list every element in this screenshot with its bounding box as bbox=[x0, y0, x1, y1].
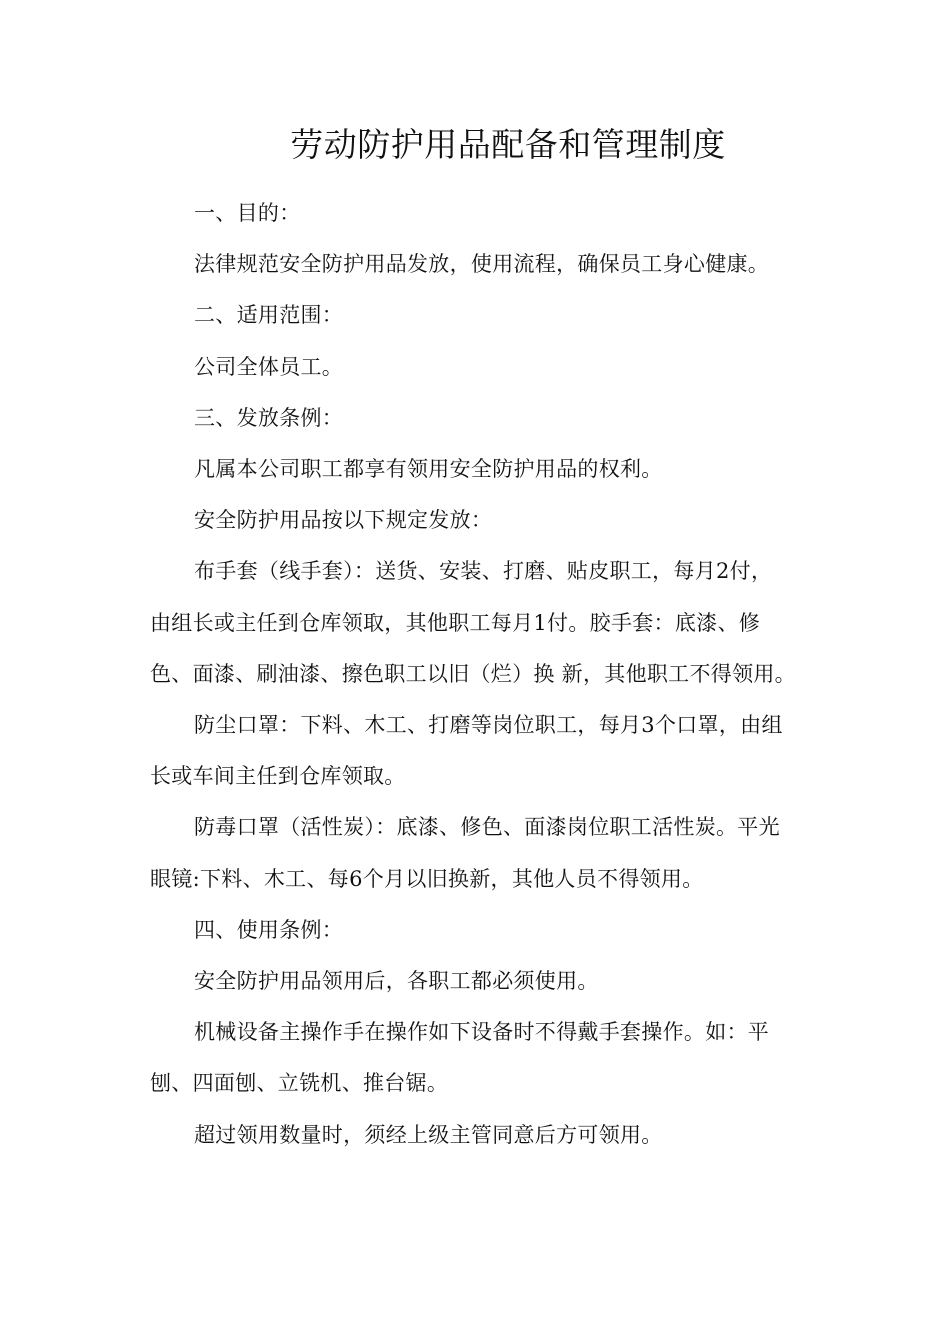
paragraph-machine-operation: 机械设备主操作手在操作如下设备时不得戴手套操作。如：平刨、四面刨、立铣机、推台锯。 bbox=[150, 1020, 770, 1096]
paragraph-purpose: 法律规范安全防护用品发放，使用流程，确保员工身心健康。 bbox=[194, 252, 770, 277]
paragraph-scope: 公司全体员工。 bbox=[194, 354, 344, 379]
document-title: 劳动防护用品配备和管理制度 bbox=[290, 125, 726, 164]
document-body bbox=[150, 188, 800, 1161]
section-heading-usage: 四、使用条例： bbox=[194, 917, 344, 942]
paragraph-extra-approval: 超过领用数量时，须经上级主管同意后方可领用。 bbox=[194, 1122, 663, 1147]
section-heading-purpose: 一、目的： bbox=[194, 201, 301, 225]
paragraph-distribution-rights: 凡属本公司职工都享有领用安全防护用品的权利。 bbox=[194, 457, 663, 482]
paragraph-gas-mask: 防毒口罩（活性炭）：底漆、修色、面漆岗位职工活性炭。平光眼镜:下料、木工、每6个月以旧换新，其他人员不得领用。 bbox=[150, 815, 780, 891]
paragraph-gloves: 布手套（线手套）：送货、安装、打磨、贴皮职工，每月2付， 由组长或主任到仓库领取，其他职工每月1付。胶手套：底漆、修色、面漆、刷油漆、擦色职工以旧（烂）换 新，其他职工不得领用。 bbox=[150, 559, 796, 686]
section-heading-scope: 二、适用范围： bbox=[194, 303, 344, 328]
paragraph-dust-mask: 防尘口罩：下料、木工、打磨等岗位职工，每月3个口罩，由组长或车间主任到仓库领取。 bbox=[150, 713, 783, 789]
section-heading-distribution: 三、发放条例： bbox=[194, 405, 344, 430]
paragraph-distribution-rules: 安全防护用品按以下规定发放： bbox=[194, 508, 493, 533]
paragraph-usage-required: 安全防护用品领用后，各职工都必须使用。 bbox=[194, 969, 599, 994]
